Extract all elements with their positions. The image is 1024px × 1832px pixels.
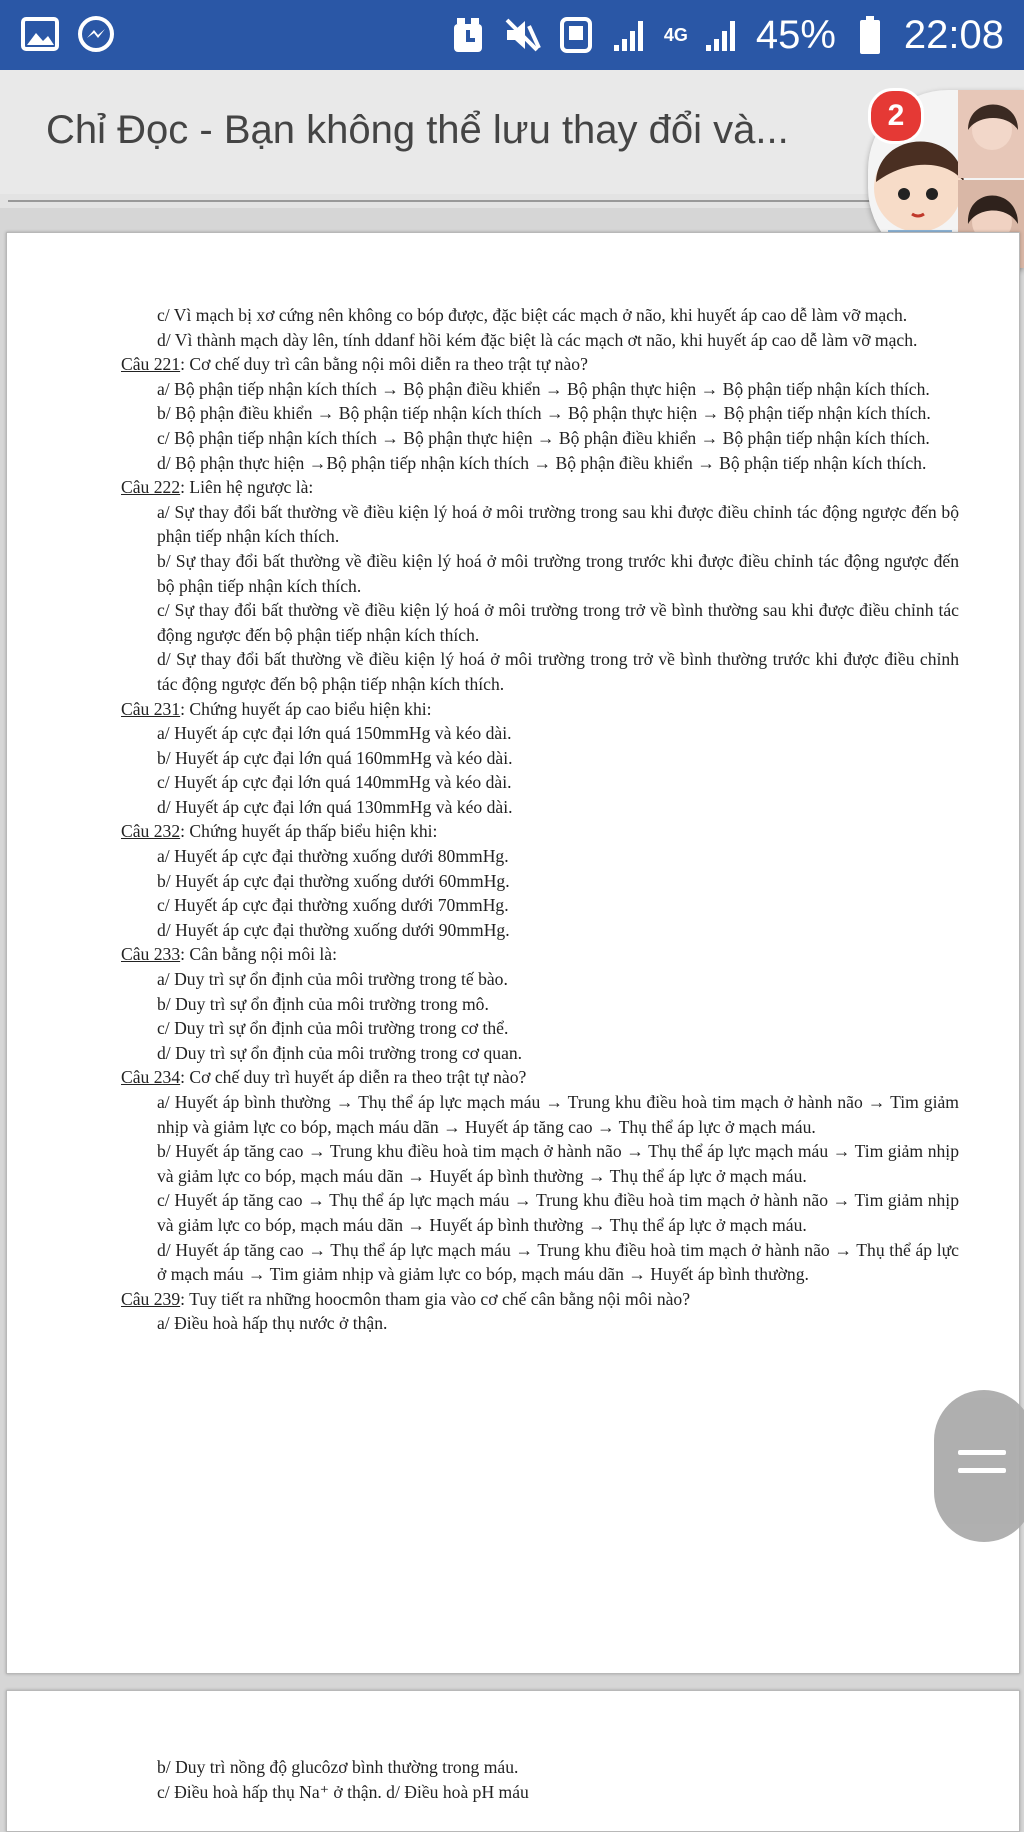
answer-option: c/ Huyết áp tăng cao → Thụ thể áp lực mạch máu → Trung khu điều hoà tim mạch ở hành não → Tim giảm nhịp và giảm lực co bóp, mạch máu dãn → Huyết áp bình thường → Thụ thể áp lực ở mạch máu. bbox=[157, 1190, 959, 1235]
answer-option: a/ Bộ phận tiếp nhận kích thích → Bộ phận điều khiển → Bộ phận thực hiện → Bộ phận tiếp nhận kích thích. bbox=[157, 378, 930, 399]
answer-option: d/ Duy trì sự ổn định của môi trường trong cơ quan. bbox=[157, 1042, 523, 1063]
question-number: Câu 239 bbox=[121, 1288, 181, 1309]
answer-option: c/ Huyết áp cực đại thường xuống dưới 70mmHg. bbox=[157, 895, 509, 916]
answer-option: b/ Sự thay đổi bất thường về điều kiện lý hoá ở môi trường trong trước khi được điều chỉnh tác động ngược đến bộ phận tiếp nhận kích thích. bbox=[157, 550, 959, 596]
question-text: : Cơ chế duy trì cân bằng nội môi diễn ra theo trật tự nào? bbox=[180, 354, 588, 375]
notification-badge[interactable]: 2 bbox=[868, 88, 924, 144]
answer-option: b/ Bộ phận điều khiển → Bộ phận tiếp nhận kích thích → Bộ phận thực hiện → Bộ phận tiếp nhận kích thích. bbox=[157, 403, 931, 424]
answer-option: d/ Huyết áp cực đại thường xuống dưới 90mmHg. bbox=[157, 919, 510, 940]
document-page-1 bbox=[6, 232, 1020, 1674]
answer-option: c/ Duy trì sự ổn định của môi trường trong cơ thể. bbox=[157, 1018, 509, 1039]
answer-option: c/ Huyết áp cực đại lớn quá 140mmHg và kéo dài. bbox=[157, 772, 512, 793]
signal-icon bbox=[610, 15, 650, 55]
question-line bbox=[121, 819, 959, 844]
answer-option: d/ Vì thành mạch dày lên, tính ddanf hồi kém đặc biệt là các mạch ơt não, khi huyết áp cao dễ làm vỡ mạch. bbox=[157, 329, 918, 350]
question-text: : Chứng huyết áp thấp biểu hiện khi: bbox=[180, 821, 438, 842]
data-saver-icon bbox=[556, 15, 596, 55]
alarm-icon bbox=[448, 15, 488, 55]
question-line bbox=[121, 352, 959, 377]
question-number: Câu 221 bbox=[121, 354, 181, 375]
question-text: : Cân bằng nội môi là: bbox=[180, 944, 337, 965]
answer-option: d/ Huyết áp cực đại lớn quá 130mmHg và kéo dài. bbox=[157, 796, 513, 817]
answer-option: c/ Sự thay đổi bất thường về điều kiện lý hoá ở môi trường trong trở về bình thường sau khi được điều chỉnh tác động ngược đến bộ phận tiếp nhận kích thích. bbox=[157, 600, 959, 645]
battery-icon bbox=[850, 15, 890, 55]
question-number: Câu 222 bbox=[121, 477, 181, 498]
question-text: : Chứng huyết áp cao biểu hiện khi: bbox=[180, 698, 432, 719]
question-number: Câu 234 bbox=[121, 1067, 181, 1088]
answer-option: a/ Duy trì sự ổn định của môi trường trong tế bào. bbox=[157, 969, 508, 990]
fast-scroll-handle[interactable] bbox=[934, 1390, 1024, 1542]
answer-option: a/ Huyết áp bình thường → Thụ thể áp lực mạch máu → Trung khu điều hoà tim mạch ở hành não → Tim giảm nhịp và giảm lực co bóp, mạch máu dãn → Huyết áp tăng cao → Thụ thể áp lực ở mạch máu. bbox=[157, 1092, 959, 1137]
document-page-2 bbox=[6, 1690, 1020, 1832]
scroll-grip-line bbox=[958, 1450, 1006, 1455]
network-type: 4G bbox=[663, 25, 688, 45]
question-text: : Cơ chế duy trì huyết áp diễn ra theo trật tự nào? bbox=[180, 1067, 527, 1088]
answer-option: a/ Sự thay đổi bất thường về điều kiện lý hoá ở môi trường trong sau khi được điều chỉnh tác động ngược đến bộ phận tiếp nhận kích thích. bbox=[157, 501, 959, 547]
scroll-grip-line bbox=[958, 1468, 1006, 1473]
question-line bbox=[121, 1287, 959, 1312]
answer-option: d/ Bộ phận thực hiện →Bộ phận tiếp nhận kích thích → Bộ phận điều khiển → Bộ phận tiếp nhận kích thích. bbox=[157, 452, 927, 473]
question-line bbox=[121, 1065, 959, 1090]
question-text: : Tuy tiết ra những hoocmôn tham gia vào cơ chế cân bằng nội môi nào? bbox=[180, 1288, 691, 1309]
answer-option: b/ Duy trì sự ổn định của môi trường trong mô. bbox=[157, 993, 489, 1014]
question-line bbox=[121, 697, 959, 722]
answer-option: a/ Điều hoà hấp thụ nước ở thận. bbox=[157, 1313, 388, 1334]
page-title: Chỉ Đọc - Bạn không thể lưu thay đổi và... bbox=[46, 108, 789, 152]
question-line bbox=[121, 942, 959, 967]
status-bar bbox=[0, 0, 1024, 70]
signal-icon-2 bbox=[702, 15, 742, 55]
gallery-icon bbox=[20, 14, 60, 54]
answer-option: c/ Điều hoà hấp thụ Na⁺ ở thận. d/ Điều hoà pH máu bbox=[157, 1781, 529, 1802]
question-text: : Liên hệ ngược là: bbox=[180, 477, 314, 498]
page-2-content bbox=[121, 1755, 959, 1804]
answer-option: d/ Huyết áp tăng cao → Thụ thể áp lực mạch máu → Trung khu điều hoà tim mạch ở hành não → Thụ thể áp lực ở mạch máu → Tim giảm nhịp và giảm lực co bóp, mạch máu dãn → Huyết áp bình thường. bbox=[157, 1239, 959, 1285]
mute-icon bbox=[502, 15, 542, 55]
battery-percent: 45% bbox=[755, 13, 836, 57]
answer-option: b/ Huyết áp cực đại thường xuống dưới 60mmHg. bbox=[157, 870, 510, 891]
answer-option: b/ Huyết áp cực đại lớn quá 160mmHg và kéo dài. bbox=[157, 747, 513, 768]
clock: 22:08 bbox=[903, 13, 1004, 57]
question-number: Câu 232 bbox=[121, 821, 181, 842]
question-number: Câu 233 bbox=[121, 944, 181, 965]
question-line bbox=[121, 475, 959, 500]
answer-option: a/ Huyết áp cực đại lớn quá 150mmHg và kéo dài. bbox=[157, 723, 512, 744]
page-1-content bbox=[121, 303, 959, 1336]
answer-option: c/ Bộ phận tiếp nhận kích thích → Bộ phận thực hiện → Bộ phận điều khiển → Bộ phận tiếp nhận kích thích. bbox=[157, 427, 930, 448]
question-number: Câu 231 bbox=[121, 698, 181, 719]
answer-option: b/ Duy trì nồng độ glucôzơ bình thường trong máu. bbox=[157, 1757, 519, 1777]
answer-option: d/ Sự thay đổi bất thường về điều kiện lý hoá ở môi trường trong trở về bình thường trước khi được điều chỉnh tác động ngược đến bộ phận tiếp nhận kích thích. bbox=[157, 649, 959, 694]
answer-option: a/ Huyết áp cực đại thường xuống dưới 80mmHg. bbox=[157, 846, 509, 867]
answer-option: b/ Huyết áp tăng cao → Trung khu điều hoà tim mạch ở hành não → Thụ thể áp lực mạch máu → Tim giảm nhịp và giảm lực co bóp, mạch máu dãn → Huyết áp bình thường → Thụ thể áp lực ở mạch máu. bbox=[157, 1141, 959, 1186]
answer-option: c/ Vì mạch bị xơ cứng nên không co bóp được, đặc biệt các mạch ở não, khi huyết áp cao dễ làm vỡ mạch. bbox=[157, 305, 908, 325]
messenger-icon bbox=[76, 14, 116, 54]
